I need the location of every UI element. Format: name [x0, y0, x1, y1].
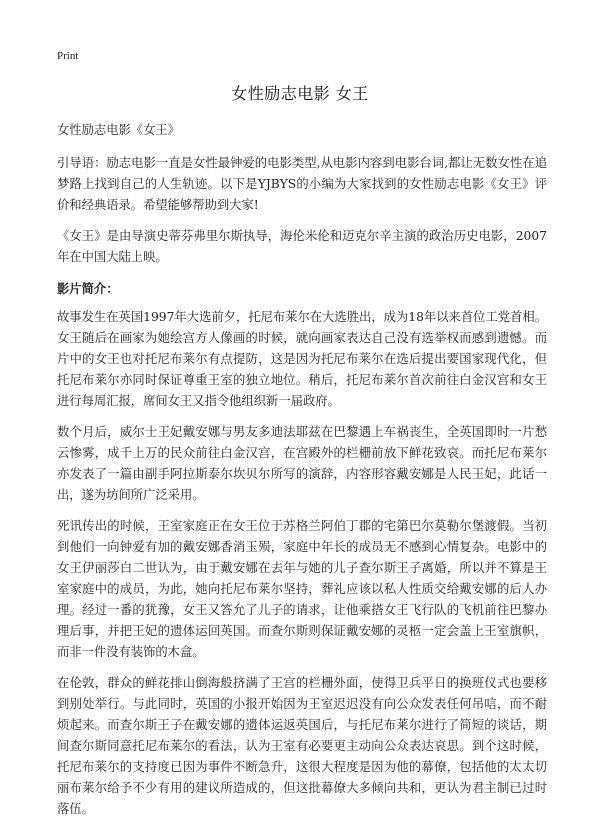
print-link[interactable]: Print [57, 50, 79, 62]
section-heading: 影片简介： [57, 281, 119, 296]
synopsis-paragraph-4: 在伦敦，群众的鲜花排山倒海般挤满了王宫的栏栅外面，使得卫兵平日的换班仪式也要移到别处举行。与此同时，英国的小报开始因为王室迟迟没有向公众发表任何吊唁，而不耐烦起来。而查尔斯王子在戴安娜的遗体运返英国后，与托尼布莱尔进行了简短的谈话，期间查尔斯同意托尼布莱尔的看法，认为王室有必要更主动向公众表达哀思。到个这时候，托尼布莱尔的支持度已因为事件不断急升，这很大程度是因为他的幕僚，包括他的太太切丽布莱尔给予不少有用的建议所造成的，但这批幕僚大多倾向共和，更认为君主制已过时落伍。 [57, 676, 547, 816]
article-body [57, 120, 547, 830]
synopsis-paragraph-1: 故事发生在英国1997年大选前夕，托尼布莱尔在大选胜出，成为18年以来首位工党首相。女王随后在画家为她绘宫方人像画的时候，就向画家表达自己没有选举权而感到遗憾。而片中的女王也对托尼布莱尔有点提防，这是因为托尼布莱尔在选后提出要国家现代化，但托尼布莱尔亦同时保证尊重王室的独立地位。稍后，托尼布莱尔首次前往白金汉宫和女王进行每周汇报，席间女王又指令他组织新一届政府。 [57, 310, 547, 408]
article-subtitle: 女性励志电影《女王》 [57, 123, 180, 137]
about-paragraph: 《女王》是由导演史蒂芬弗里尔斯执导，海伦米伦和迈克尔辛主演的政治历史电影，2007年在中国大陆上映。 [57, 229, 547, 264]
synopsis-paragraph-3: 死讯传出的时候，王室家庭正在女王位于苏格兰阿伯丁郡的宅第巴尔莫勒尔堡渡假。当初到他们一向钟爱有加的戴安娜香消玉殒，家庭中年长的成员无不感到心情复杂。电影中的女王伊丽莎白二世认为，由于戴安娜在去年与她的儿子查尔斯王子离婚，所以并不算是王室家庭中的成员，为此，她向托尼布莱尔坚持，葬礼应该以私人性质交给戴安娜的后人办理。经过一番的犹豫，女王又答允了儿子的请求，让他乘搭女王飞行队的飞机前往巴黎办理后事，并把王妃的遗体运回英国。而查尔斯则保证戴安娜的灵柩一定会盖上王室旗帜，而非一件没有装饰的木盒。 [57, 519, 547, 659]
page-title: 女性励志电影 女王 [231, 84, 369, 103]
synopsis-paragraph-2: 数个月后，威尔士王妃戴安娜与男友多迪法耶兹在巴黎遇上车祸丧生，全英国即时一片愁云惨雾，成千上万的民众前往白金汉宫，在宫殿外的栏栅前放下鲜花致哀。而托尼布莱尔亦发表了一篇由副手阿拉斯泰尔坎贝尔所写的演辞，内容形容戴安娜是人民王妃，此话一出，遂为坊间所广泛采用。 [57, 425, 547, 502]
intro-paragraph: 引导语：励志电影一直是女性最钟爱的电影类型,从电影内容到电影台词,都让无数女性在追梦路上找到自己的人生轨迹。以下是YJBYS的小编为大家找到的女性励志电影《女王》评价和经典语录。希望能够帮助到大家! [57, 156, 547, 212]
